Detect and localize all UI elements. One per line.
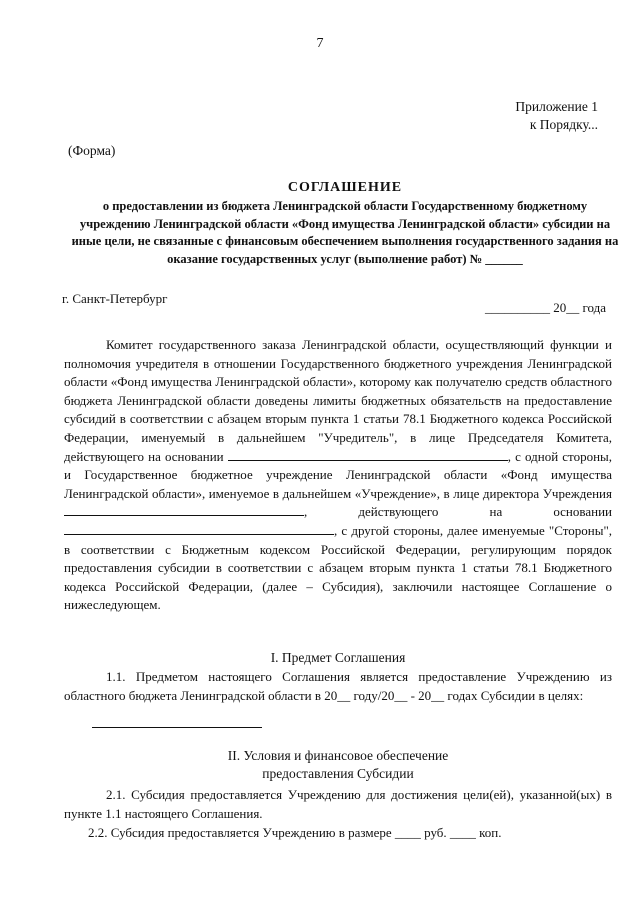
purpose-blank-line <box>92 726 262 728</box>
date-field: __________ 20__ года <box>484 300 606 315</box>
preamble-part-1: Комитет государственного заказа Ленинградской области, осуществляющий функции и полномочия учредителя в отношении Государственного бюджетного учреждения Ленинградской области «Фонд имущества Ленинградской области», которому как получателю средств областного бюджета Ленинградской области доведены лимиты бюджетных обязательств на предоставление субсидий в соответствии с абзацем вторым пункта 1 статьи 78.1 Бюджетного кодекса Российской Федерации, именуемый в дальнейшем "Учредитель", в лице Председателя Комитета, действующего на основании <box>64 337 612 464</box>
clause-2-1: 2.1. Субсидия предоставляется Учреждению для достижения цели(ей), указанной(ых) в пункте 1.1 настоящего Соглашения. <box>64 787 612 821</box>
page-number: 7 <box>316 36 324 51</box>
document-subtitle: о предоставлении из бюджета Ленинградской области Государственному бюджетному учреждению Ленинградской области «Фонд имущества Ленинградской области» субсидии на иные цели, не связанные с финансовым обеспечением выполнения государственного задания на оказание государственных услуг (выполнение работ) № ______ <box>71 199 619 266</box>
blank-line <box>64 503 304 516</box>
preamble-part-3: , действующего на основании <box>304 504 612 520</box>
city-label: г. Санкт-Петербург <box>62 291 168 306</box>
blank-line <box>64 522 334 535</box>
clause-2-2: 2.2. Субсидия предоставляется Учреждению в размере ____ руб. ____ коп. <box>88 825 502 840</box>
preamble-part-4: , с другой стороны, далее именуемые "Стороны", в соответствии с Бюджетным кодексом Российской Федерации, регулирующим порядок предоставления субсидии в соответствии с абзацем вторым пункта 1 статьи 78.1 Бюджетного кодекса Российской Федерации, (далее – Субсидия), заключили настоящее Соглашение о нижеследующем. <box>64 522 612 613</box>
section-1-heading: I. Предмет Соглашения <box>270 650 406 665</box>
appendix-reference <box>515 98 598 134</box>
clause-1-1: 1.1. Предметом настоящего Соглашения является предоставление Учреждению из областного бюджета Ленинградской области в 20__ году/20__ - 20__ годах Субсидии в целях: <box>64 669 612 703</box>
section-1-paragraph <box>64 668 612 705</box>
section-2-heading-line-1: II. Условия и финансовое обеспечение <box>227 748 449 763</box>
form-label: (Форма) <box>68 143 116 158</box>
section-2-heading <box>64 747 612 783</box>
document-title: СОГЛАШЕНИЕ <box>287 180 403 195</box>
preamble-paragraph <box>64 336 612 615</box>
clause-2-1-paragraph <box>64 786 612 823</box>
appendix-line-2: к Порядку... <box>529 117 598 132</box>
preamble-part-2: , с одной стороны, и Государственное бюджетное учреждение Ленинградской области «Фонд имущества Ленинградской области», именуемое в дальнейшем «Учреждение», в лице директора Учреждения <box>64 448 613 501</box>
blank-line <box>228 448 508 461</box>
clause-2-2-paragraph <box>64 824 612 843</box>
appendix-line-1: Приложение 1 <box>515 99 598 114</box>
section-2-heading-line-2: предоставления Субсидии <box>262 766 414 781</box>
